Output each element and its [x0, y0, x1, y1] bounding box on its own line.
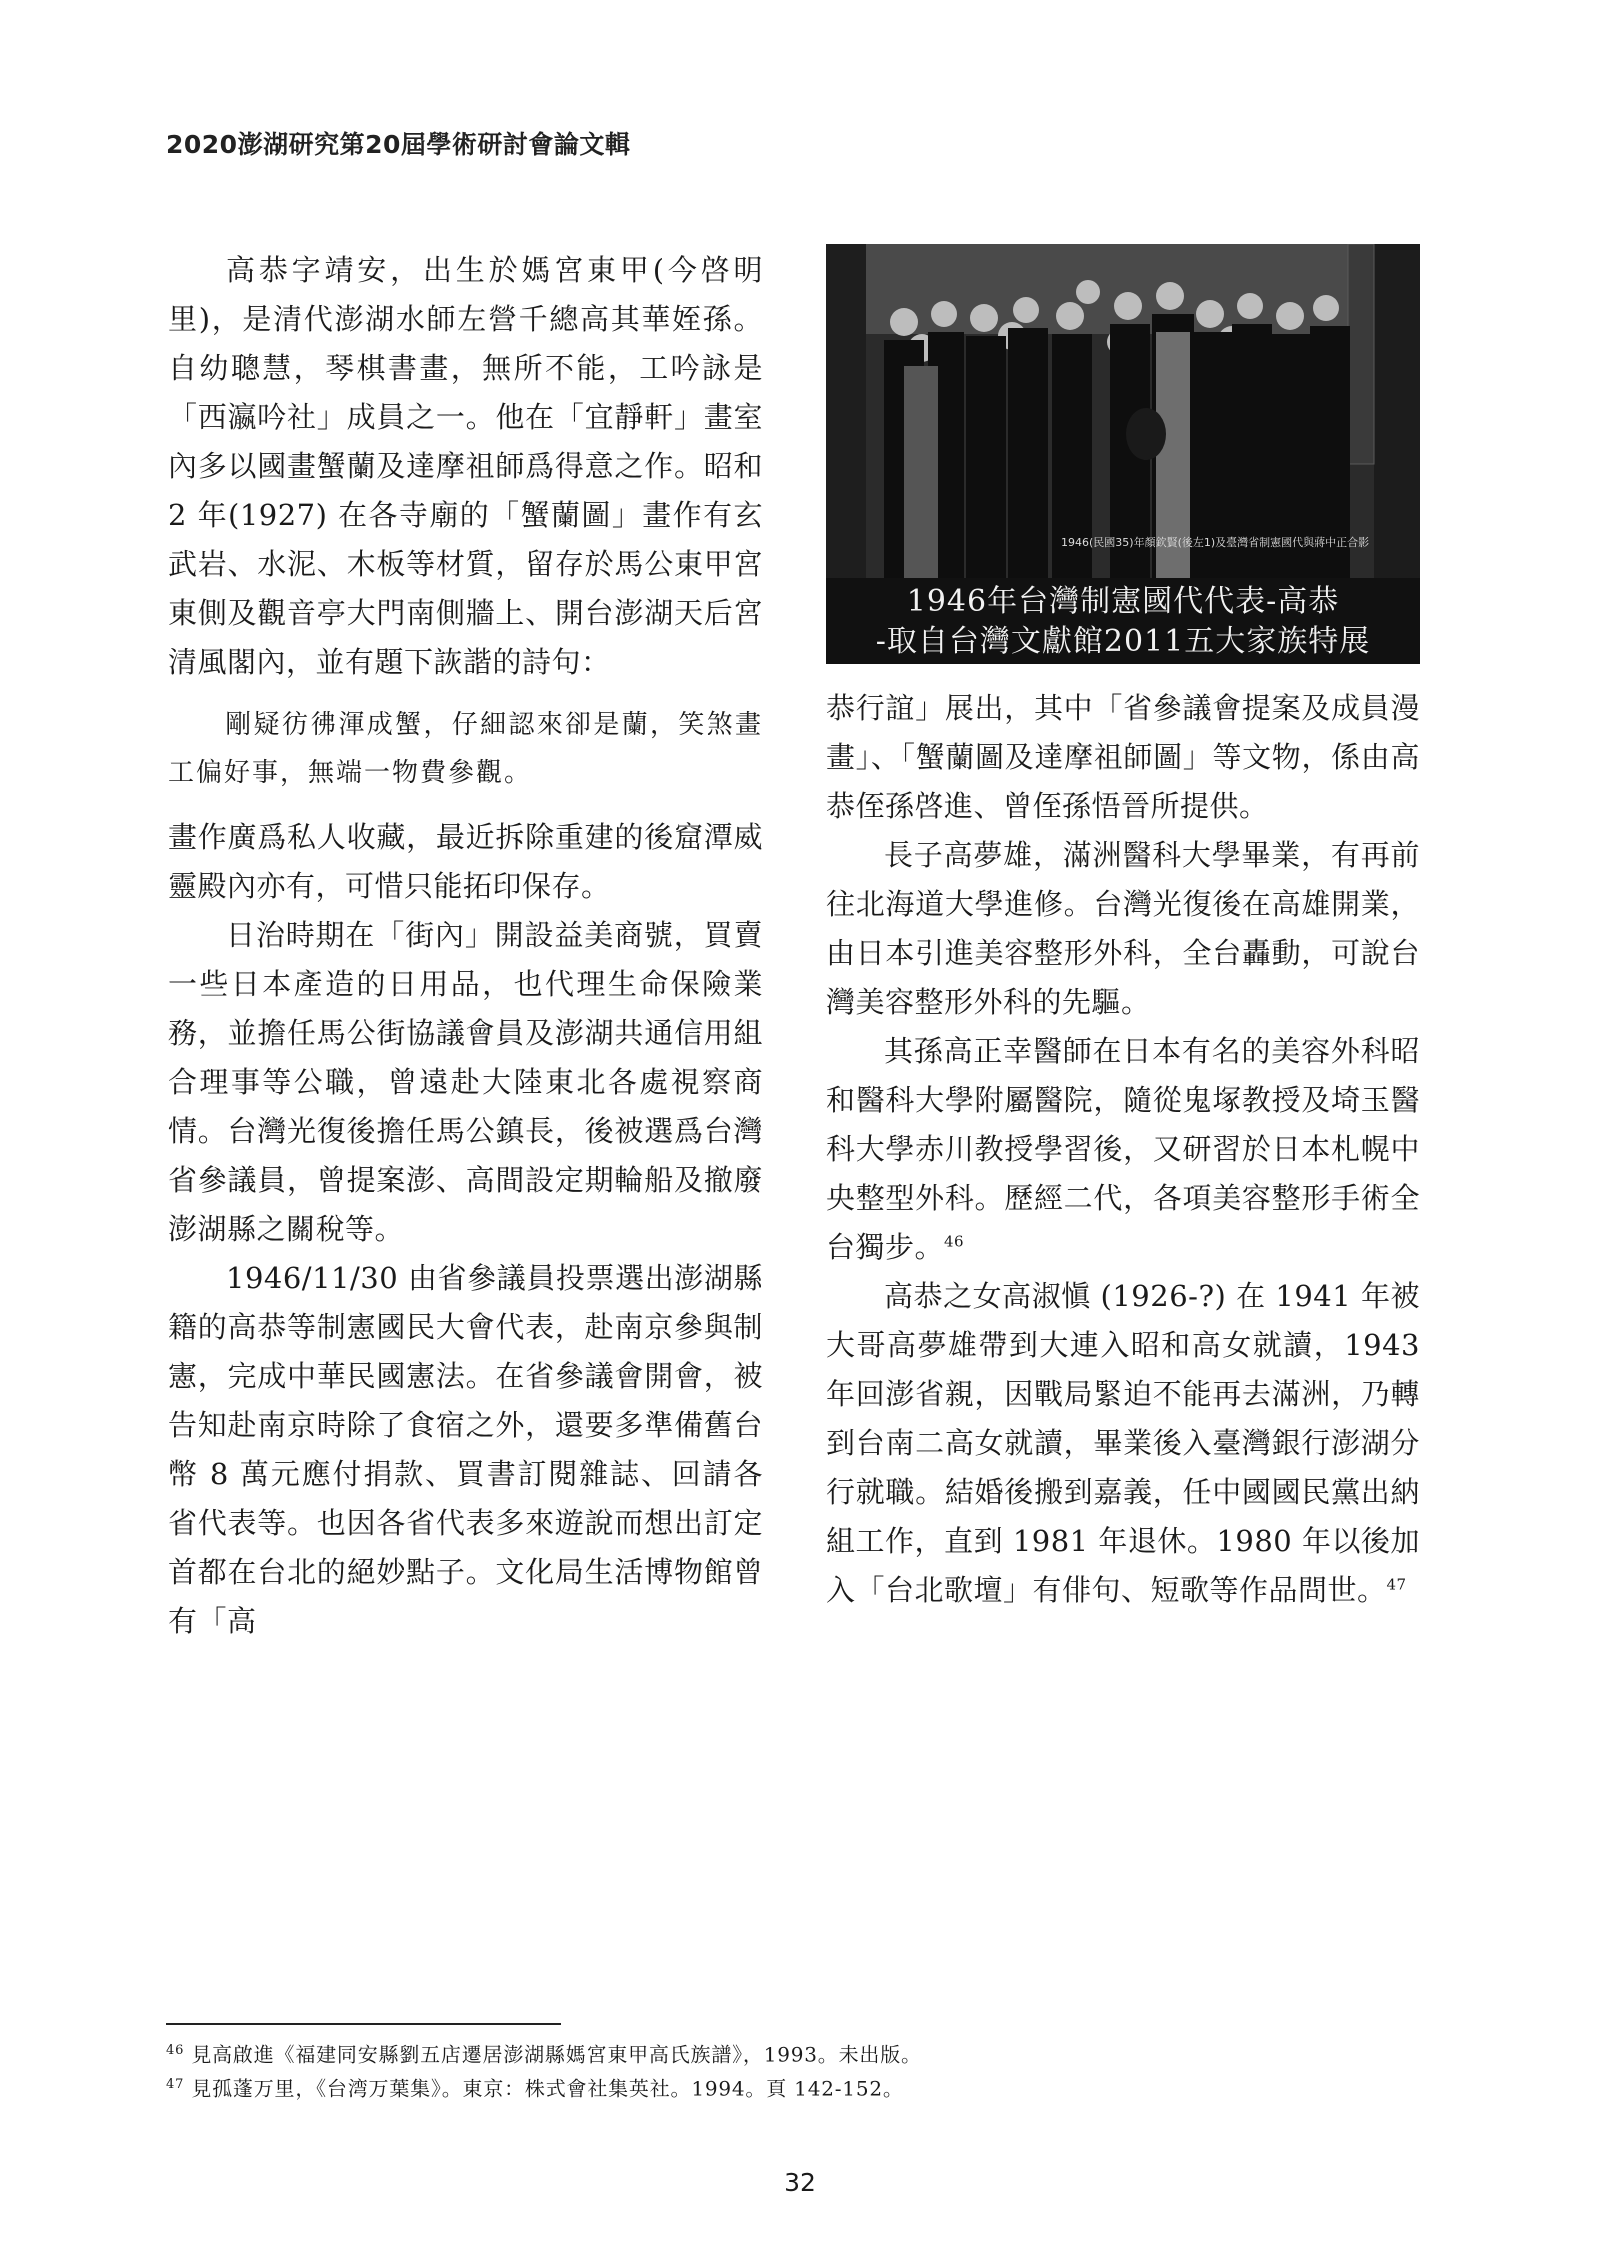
footnote-text: 見孤蓬万里，《台湾万葉集》。東京：株式會社集英社。1994。頁 142-152。: [184, 2076, 904, 2101]
page-number: 32: [784, 2168, 816, 2197]
historical-photo-figure: [826, 244, 1420, 664]
footnote-text: 見高啟進《福建同安縣劉五店遷居澎湖縣媽宮東甲高氏族譜》，1993。未出版。: [184, 2042, 922, 2067]
paragraph-text: 高恭之女高淑愼 (1926-?) 在 1941 年被大哥高夢雄帶到大連入昭和高女就讀，1943 年回澎省親，因戰局緊迫不能再去滿洲，乃轉到台南二高女就讀，畢業後入臺灣銀行澎湖分行就職。結婚後搬到嘉義，任中國國民黨出納組工作，直到 1981 年退休。1980 年以後加入「台北歌壇」有俳句、短歌等作品問世。: [826, 1279, 1420, 1607]
photo-credit-text: 1946(民國35)年顏欽賢(後左1)及臺灣省制憲國代與蔣中正合影: [1061, 536, 1370, 549]
footnote-number: 47: [166, 2076, 185, 2092]
caption-line-1: 1946年台灣制憲國代代表-高恭: [906, 584, 1340, 619]
footnote-ref[interactable]: 46: [944, 1232, 965, 1251]
left-column: [168, 246, 763, 1646]
poem-quote: 剛疑彷彿渾成蟹，仔細認來卻是蘭，笑煞畫工偏好事，無端一物費參觀。: [168, 710, 763, 788]
paragraph: 日治時期在「街內」開設益美商號，買賣一些日本產造的日用品，也代理生命保險業務，並擔任馬公街協議會員及澎湖共通信用組合理事等公職，曾遠赴大陸東北各處視察商情。台灣光復後擔任馬公鎮長，後被選爲台灣省參議員，曾提案澎、高間設定期輪船及撤廢澎湖縣之關稅等。: [168, 918, 763, 1246]
paragraph: [826, 1272, 1420, 1615]
figure-caption: [826, 578, 1420, 664]
paragraph: 1946/11/30 由省參議員投票選出澎湖縣籍的高恭等制憲國民大會代表，赴南京參與制憲，完成中華民國憲法。在省參議會開會，被告知赴南京時除了食宿之外，還要多準備舊台幣 8 萬元應付捐款、買書訂閱雜誌、回請各省代表等。也因各省代表多來遊說而想出訂定首都在台北的絕妙點子。文化局生活博物館曾有「高: [168, 1261, 763, 1638]
right-column: [826, 244, 1420, 1615]
footnote-number: 46: [166, 2043, 185, 2058]
paragraph: 長子高夢雄，滿洲醫科大學畢業，有再前往北海道大學進修。台灣光復後在高雄開業，由日本引進美容整形外科，全台轟動，可說台灣美容整形外科的先驅。: [826, 838, 1420, 1019]
footnote-divider: [166, 2023, 561, 2025]
running-header: 2020澎湖研究第20屆學術研討會論文輯: [166, 130, 631, 159]
paragraph-text: 其孫高正幸醫師在日本有名的美容外科昭和醫科大學附屬醫院，隨從鬼塚教授及埼玉醫科大學赤川教授學習後，又研習於日本札幌中央整型外科。歷經二代，各項美容整形手術全台獨步。: [826, 1034, 1420, 1264]
paragraph: 恭行誼」展出，其中「省參議會提案及成員漫畫」、「蟹蘭圖及達摩祖師圖」等文物，係由高恭侄孫啓進、曾侄孫悟晉所提供。: [826, 691, 1420, 823]
footnote: [166, 2036, 1426, 2070]
footnote-ref[interactable]: 47: [1386, 1575, 1407, 1594]
paragraph: 高恭字靖安，出生於媽宮東甲(今啓明里)，是清代澎湖水師左營千總高其華姪孫。自幼聰慧，琴棋書畫，無所不能，工吟詠是「西瀛吟社」成員之一。他在「宜靜軒」畫室內多以國畫蟹蘭及達摩祖師爲得意之作。昭和 2 年(1927) 在各寺廟的「蟹蘭圖」畫作有玄武岩、水泥、木板等材質，留存於馬公東甲宮東側及觀音亭大門南側牆上、開台澎湖天后宮清風閣內，並有題下詼諧的詩句：: [168, 253, 763, 679]
paragraph: 畫作廣爲私人收藏，最近拆除重建的後窟潭威靈殿內亦有，可惜只能拓印保存。: [168, 820, 763, 903]
footnotes: [166, 2036, 1426, 2103]
caption-line-2: -取自台灣文獻館2011五大家族特展: [875, 624, 1371, 659]
footnote: [166, 2070, 1426, 2104]
group-photo-image: [826, 244, 1420, 578]
paragraph: [826, 1027, 1420, 1272]
